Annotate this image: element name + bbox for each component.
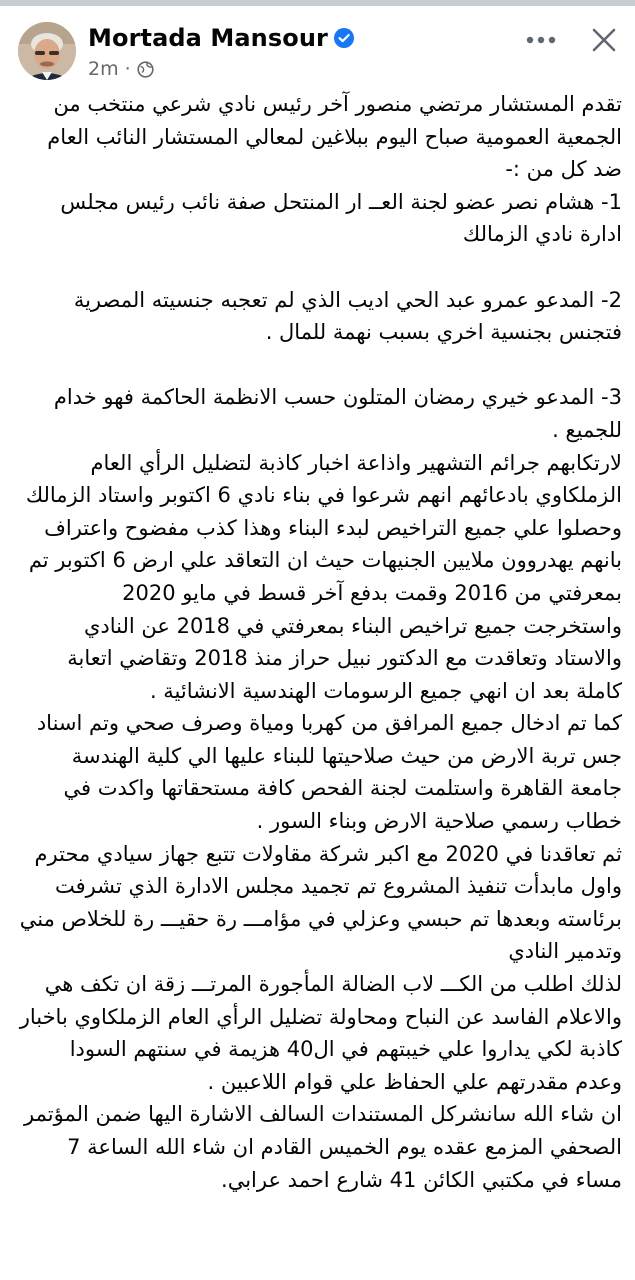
more-options-icon[interactable] [525, 26, 557, 54]
post-paragraph-spacer [18, 349, 622, 382]
verified-badge-icon [334, 28, 354, 48]
post-paragraph-spacer [18, 251, 622, 284]
avatar[interactable] [18, 22, 76, 80]
author-line [88, 24, 354, 52]
meta-separator: · [124, 58, 131, 80]
post-header [0, 6, 635, 84]
post-paragraph: تقدم المستشار مرتضي منصور آخر رئيس نادي شرعي منتخب من الجمعية العمومية صباح اليوم ببلاغين لمعالي المستشار النائب العام ضد كل من :- 1- هشام نصر عضو لجنة العــ ار المنتحل صفة نائب رئيس مجلس ادارة نادي الزمالك [47, 92, 622, 247]
post-paragraph: 2- المدعو عمرو عبد الحي اديب الذي لم تعجبه جنسيته المصرية فتجنس بجنسية اخري بسبب نهمة للمال . [73, 287, 622, 345]
globe-icon[interactable] [137, 61, 154, 78]
author-name[interactable]: Mortada Mansour [88, 24, 328, 52]
post-paragraph: 3- المدعو خيري رمضان المتلون حسب الانظمة الحاكمة فهو خدام للجميع . لارتكابهم جرائم التشهير واذاعة اخبار كاذبة لتضليل الرأي العام الزملكاوي بادعائهم انهم شرعوا في بناء نادي 6 اكتوبر واستاد الزمالك وحصلوا علي جميع التراخيص لبدء البناء وهذا كذب مفضوح واعتراف بانهم يهدروون ملايين الجنيهات حيث ان التعاقد علي ارض 6 اكتوبر تم بمعرفتي من 2016 وقمت بدفع آخر قسط في مايو 2020 واستخرجت جميع تراخيص البناء بمعرفتي في 2018 عن النادي والاستاد وتعاقدت مع الدكتور نبيل حراز منذ 2018 وتقاضي اتعابة كاملة بعد ان انهي جميع الرسومات الهندسية الانشائية . كما تم ادخال جميع المرافق من كهربا ومياة وصرف صحي وتم اسناد جس تربة الارض من حيث صلاحيتها للبناء عليها الي كلية الهندسة جامعة القاهرة واستلمت لجنة الفحص كافة مستحقاتها واكدت في خطاب رسمي صلاحية الارض وبناء السور . ثم تعاقدنا في 2020 مع اكبر شركة مقاولات تتبع جهاز سيادي محترم واول مابدأت تنفيذ المشروع تم تجميد مجلس الادارة الذي تشرفت برئاسته وبعدها تم حبسي وعزلي في مؤامـــ رة حقيـــ رة للخلاص مني وتدمير النادي لذلك اطلب من الكـــ لاب الضالة المأجورة المرتـــ زقة ان تكف هي والاعلام الفاسد عن النباح ومحاولة تضليل الرأي العام الزملكاوي باخبار كاذبة لكي يداروا علي خيبتهم في ال40 هزيمة في سنتهم السودا وعدم مقدرتهم علي الحفاظ علي قوام اللاعبين . ان شاء الله سانشركل المستندات السالف الاشارة اليها ضمن المؤتمر الصحفي المزمع عقده يوم الخميس القادم ان شاء الله الساعة 7 مساء في مكتبي الكائن 41 شارع احمد عرابي. [19, 385, 622, 1192]
close-icon[interactable] [588, 24, 620, 56]
post-timestamp[interactable]: 2m [88, 58, 119, 80]
post-meta [88, 58, 154, 80]
post-body [18, 88, 622, 1280]
avatar-portrait-icon [18, 22, 76, 80]
